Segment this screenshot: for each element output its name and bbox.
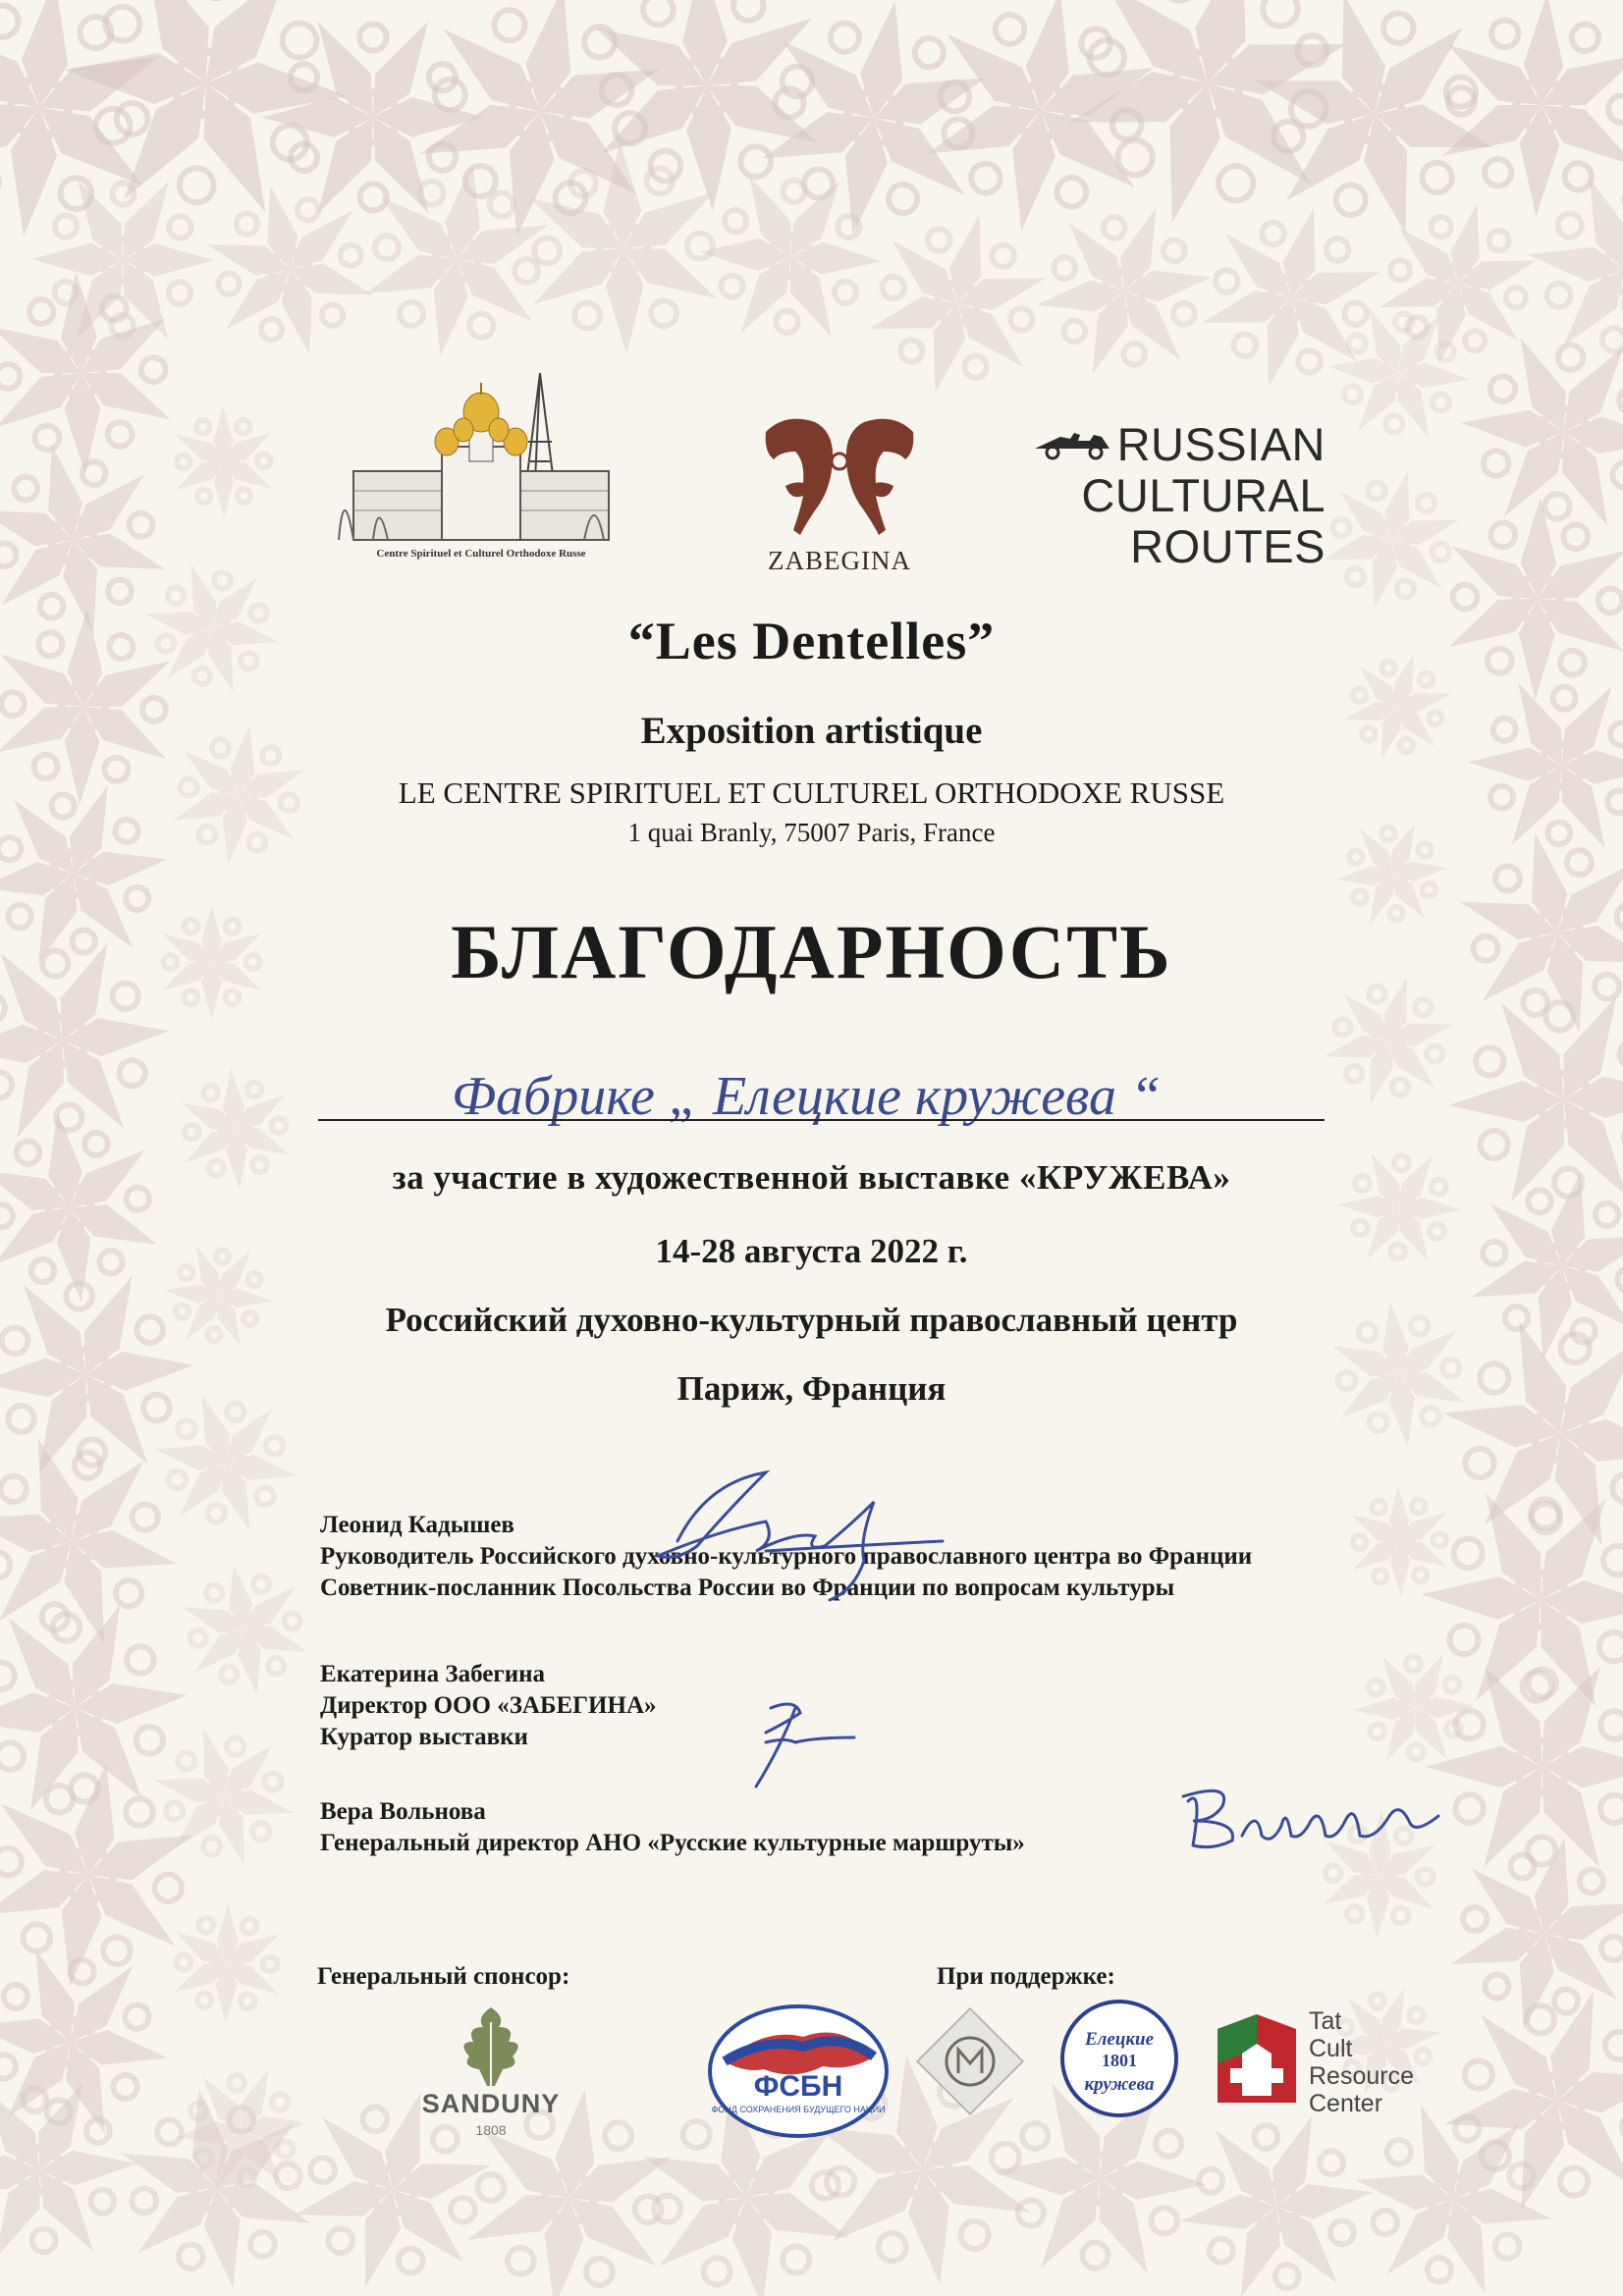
signer-block-3 (320, 1796, 1025, 1859)
lace-motif (168, 1901, 286, 2024)
recipient-name: Фабрике „ Елецкие кружева “ (452, 1066, 1162, 1127)
elets-top-text: Елецкие (1084, 2029, 1155, 2050)
carriage-icon (1031, 419, 1117, 460)
signature-volnova (1163, 1777, 1458, 1865)
tat-line-4: Center (1309, 2090, 1383, 2117)
sanduny-year: 1808 (475, 2122, 507, 2138)
cathedral-icon (334, 373, 628, 550)
lace-motif (153, 1538, 337, 1721)
fsbn-caption: ФОНД СОХРАНЕНИЯ БУДУЩЕГО НАЦИИ (711, 2105, 886, 2114)
event-title: “Les Dentelles” (627, 612, 996, 670)
sanduny-logo (393, 2002, 589, 2150)
recipient-underline (318, 1119, 1325, 1121)
participation-text: за участие в художественной выставке «КРУЖЕВА» (392, 1158, 1231, 1197)
exhibition-dates: 14-28 августа 2022 г. (655, 1232, 968, 1270)
sanduny-name: SANDUNY (421, 2089, 561, 2118)
tat-line-1: Tat (1309, 2007, 1342, 2035)
signer-block-2 (320, 1659, 657, 1753)
signer-position: Советник-посланник Посольства России во Франции по вопросам культуры (320, 1575, 1175, 1601)
elets-bottom-text: кружева (1084, 2074, 1155, 2095)
centre-logo-caption: Centre Spirituel et Culturel Orthodoxe Russe (376, 548, 586, 560)
lace-motif (1308, 454, 1474, 625)
lace-motif (1417, 1957, 1623, 2245)
lace-motif (148, 387, 298, 535)
oak-leaf-icon (393, 2002, 589, 2091)
event-subtitle: Exposition artistique (640, 710, 983, 752)
russian-cultural-routes-logo (1031, 417, 1325, 574)
signer-position: Генеральный директор АНО «Русские культурные маршруты» (320, 1830, 1025, 1856)
rcr-line-3: ROUTES (1130, 520, 1325, 572)
tat-line-3: Resource (1309, 2062, 1414, 2090)
city-country: Париж, Франция (676, 1369, 947, 1408)
signer-position: Директор ООО «ЗАБЕГИНА» (320, 1692, 657, 1719)
lace-museum-stamp (911, 2002, 1029, 2120)
signature-kadyshev (619, 1453, 962, 1610)
tat-emblem-icon (1213, 2009, 1301, 2108)
support-label: При поддержке: (937, 1963, 1115, 1990)
venue-name: LE CENTRE SPIRITUEL ET CULTUREL ORTHODOXE RUSSE (398, 775, 1225, 810)
signer-name: Екатерина Забегина (320, 1661, 546, 1687)
horses-icon (746, 402, 933, 540)
rcr-line-2: CULTURAL (1081, 469, 1325, 521)
signer-name: Вера Вольнова (320, 1798, 486, 1825)
centre-spirituel-logo (334, 373, 628, 579)
signer-position: Руководитель Российского духовно-культурного православного центра во Франции (320, 1543, 1253, 1570)
lace-motif (77, 2049, 356, 2296)
lace-motif (1013, 178, 1236, 404)
zabegina-logo (746, 402, 933, 579)
signer-position: Куратор выставки (320, 1724, 528, 1750)
lace-motif (850, 193, 1064, 413)
rcr-line-1: RUSSIAN (1116, 418, 1325, 470)
zabegina-caption: ZABEGINA (768, 546, 911, 575)
tat-line-2: Cult (1309, 2035, 1353, 2062)
elets-year: 1801 (1102, 2051, 1137, 2070)
elets-lace-logo (1058, 1998, 1181, 2120)
document-title: БЛАГОДАРНОСТЬ (451, 909, 1172, 994)
tat-cult-resource-center-logo (1213, 2007, 1438, 2115)
centre-name-ru: Российский духовно-культурный православный центр (385, 1301, 1238, 1339)
signature-zabegina (736, 1688, 864, 1796)
venue-address: 1 quai Branly, 75007 Paris, France (627, 818, 996, 847)
signer-name: Леонид Кадышев (320, 1512, 514, 1538)
fsbn-logo (705, 2002, 892, 2140)
fsbn-text: ФСБН (753, 2070, 843, 2103)
general-sponsor-label: Генеральный спонсор: (317, 1963, 570, 1990)
